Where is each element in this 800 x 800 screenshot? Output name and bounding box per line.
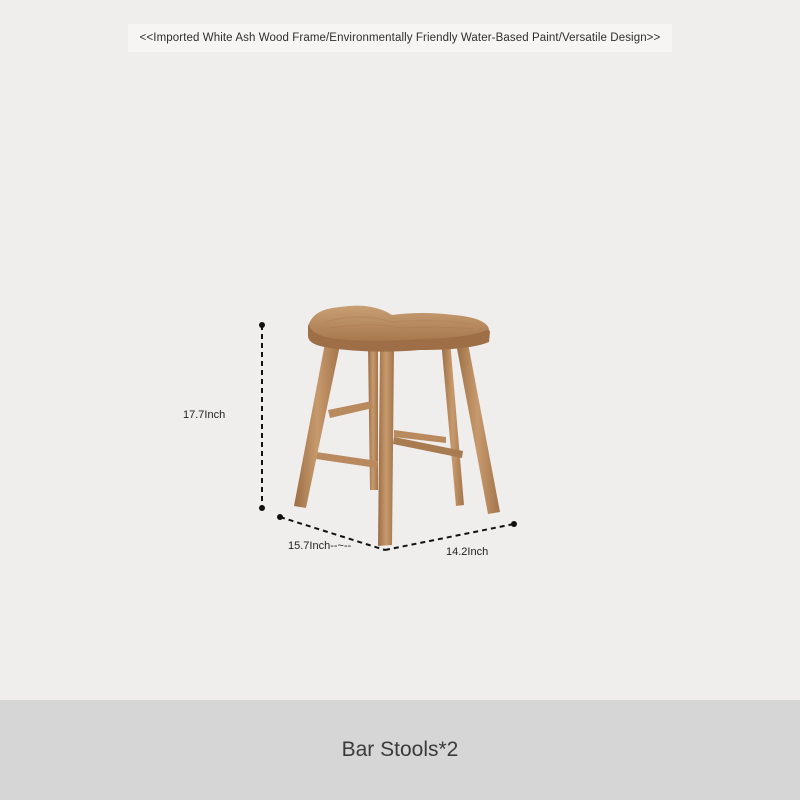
- caption-bar: [0, 700, 800, 800]
- height-dimension-label: 17.7Inch: [183, 409, 226, 421]
- width-dimension-label: 15.7Inch--~--: [288, 540, 352, 552]
- stool-seat: [308, 306, 490, 352]
- height-dimension-line: [259, 322, 265, 511]
- caption-text: Bar Stools*2: [341, 738, 459, 761]
- feature-banner-text: <<Imported White Ash Wood Frame/Environmentally Friendly Water-Based Paint/Versatile Design>>: [139, 32, 661, 44]
- depth-dimension-label: 14.2Inch: [446, 546, 489, 558]
